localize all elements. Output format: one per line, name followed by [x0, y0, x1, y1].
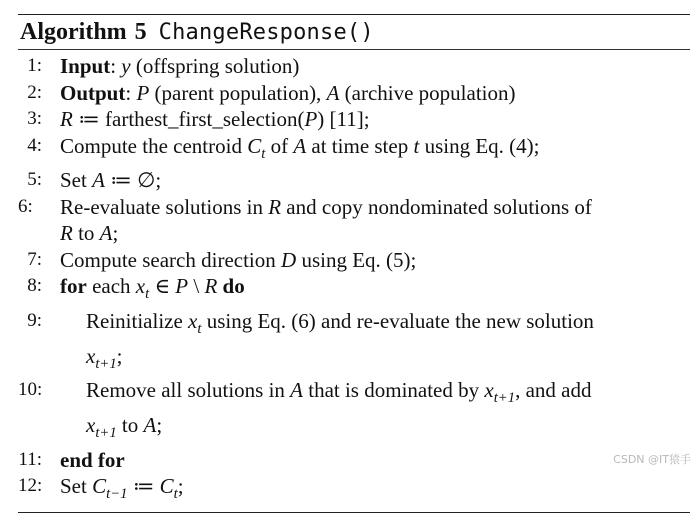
line-4: 4: Compute the centroid $C_t$ of A at time step t using Eq. (4); [18, 133, 690, 168]
algorithm-box [18, 14, 690, 513]
line-12: 12: Set $C_{t-1}$ ≔ $C_t$; [18, 474, 184, 503]
line-number: 1: [27, 55, 42, 76]
line-number: 6: [18, 195, 33, 217]
line-number: 3: [27, 108, 42, 129]
line-9: 9: Reinitialize $x_t$ using Eq. (6) and re-evaluate the new solution $x_{t+1}$; [18, 308, 690, 377]
line-number: 11: [18, 448, 42, 470]
algorithm-number: 5 [134, 18, 147, 45]
line-11: 11: end for [18, 447, 125, 472]
line-2: 2: Output: P (parent population), A (archive population) [18, 80, 690, 107]
algorithm-header [18, 15, 690, 49]
line-number: 2: [27, 81, 42, 103]
line-number: 7: [27, 248, 42, 270]
line-10: 10: Remove all solutions in A that is dominated by $x_{t+1}$, and add $x_{t+1}$ to A; [18, 378, 592, 442]
line-6: 6: Re-evaluate solutions in R and copy nondominated solutions of R to A; [18, 194, 592, 246]
watermark: CSDN @IT猿手 [613, 453, 691, 466]
line-number: 10: [18, 379, 43, 401]
algorithm-label: Algorithm [20, 18, 127, 45]
line-5: 5: Set A ≔ ∅; [18, 167, 690, 194]
line-number: 9: [27, 309, 42, 331]
line-8: 8: for each $x_t$ ∈ P \ R do [18, 273, 690, 308]
line-number: 12: [18, 475, 43, 497]
algorithm-name: ChangeResponse() [158, 19, 374, 45]
line-number: 5: [27, 169, 42, 191]
line-1: 1: Input: y (offspring solution) [18, 53, 690, 80]
line-3: 3: R ≔ farthest_first_selection(P) [11]; [18, 106, 690, 133]
algorithm-lines [18, 50, 690, 512]
line-number: 4: [27, 134, 42, 156]
line-number: 8: [27, 275, 42, 297]
line-7: 7: Compute search direction D using Eq. (5); [18, 247, 690, 274]
